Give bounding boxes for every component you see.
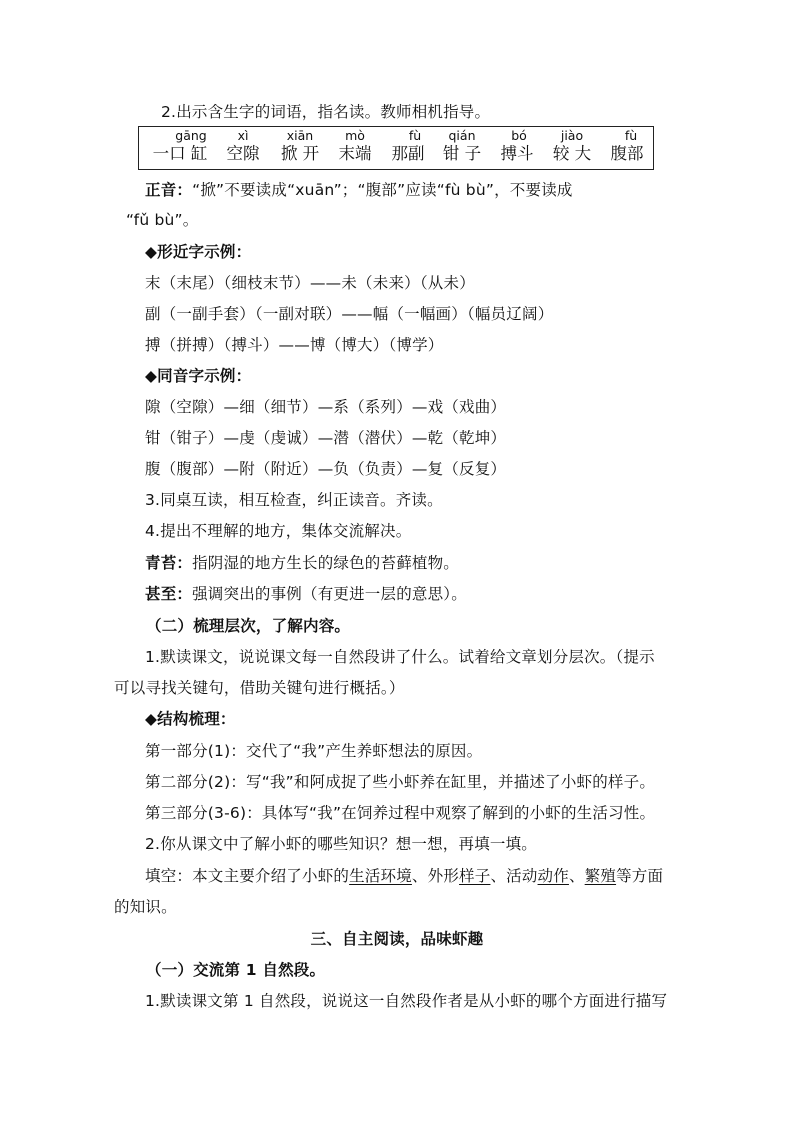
pinyin-text: xì: [237, 128, 249, 143]
pinyin-text: xiān: [286, 128, 314, 143]
paragraph: 的知识。: [114, 898, 177, 916]
pinyin-word: [437, 129, 487, 165]
paragraph: 1.默读课文第 1 自然段，说说这一自然段作者是从小虾的哪个方面进行描写: [145, 992, 668, 1010]
paragraph: 3.同桌互读，相互检查，纠正读音。齐读。: [145, 491, 443, 509]
paragraph: 可以寻找关键句，借助关键句进行概括。）: [114, 679, 405, 697]
paragraph: 腹（腹部）—附（附近）—负（负责）—复（反复）: [145, 460, 507, 478]
zhengyin-line: [145, 180, 573, 200]
pinyin-text: qián: [448, 128, 476, 143]
pinyin-text: fù: [408, 128, 422, 143]
pinyin-word: [145, 129, 215, 165]
pinyin-word: [275, 129, 325, 165]
shenzhi-label: 甚至：: [145, 585, 193, 603]
paragraph: 第三部分(3-6)：具体写“我”在饲养过程中观察了解到的小虾的生活习性。: [145, 804, 656, 822]
shenzhi-line: [145, 584, 467, 604]
paragraph: 第一部分(1)：交代了“我”产生养虾想法的原因。: [145, 742, 483, 760]
zhengyin-text: “掀”不要读成“xuān”；“腹部”应读“fù bù”，不要读成: [192, 181, 573, 199]
section-heading: （二）梳理层次，了解内容。: [146, 617, 351, 635]
word-text: 搏斗: [500, 144, 534, 163]
pinyin-word: [387, 129, 429, 165]
blank-answer: 生活环境: [349, 867, 412, 885]
paragraph: 第二部分(2)：写“我”和阿成捉了些小虾养在缸里，并描述了小虾的样子。: [145, 773, 656, 791]
word-text: 较 大: [552, 144, 592, 163]
word-text: 那副: [391, 144, 425, 163]
shenzhi-text: 强调突出的事例（有更进一层的意思）。: [192, 585, 467, 603]
paragraph: 4.提出不理解的地方，集体交流解决。: [145, 522, 412, 540]
paragraph: 隙（空隙）—细（细节）—系（系列）—戏（戏曲）: [145, 398, 507, 416]
paragraph: 末（末尾）（细枝末节）——未（未来）（从未）: [145, 274, 475, 292]
qingtai-text: 指阴湿的地方生长的绿色的苔藓植物。: [192, 554, 460, 572]
instruction-line: 2.出示含生字的词语，指名读。教师相机指导。: [161, 103, 491, 121]
pinyin-word: [223, 129, 263, 165]
fill-line: 填空：本文主要介绍了小虾的生活环境、外形样子、活动动作、繁殖等方面: [145, 867, 664, 885]
pinyin-word: [335, 129, 375, 165]
word-text: 一口 缸: [152, 144, 208, 163]
chapter-heading: 三、自主阅读，品味虾趣: [310, 930, 484, 948]
word-text: 掀 开: [280, 144, 320, 163]
section-heading: ◆同音字示例：: [145, 367, 252, 385]
qingtai-line: [145, 553, 459, 573]
word-text: 空隙: [226, 144, 260, 163]
section-heading: ◆结构梳理：: [145, 710, 236, 728]
pinyin-vocab-box: [138, 126, 654, 170]
pinyin-word: [495, 129, 539, 165]
blank-answer: 动作: [537, 867, 569, 885]
pinyin-word: [547, 129, 597, 165]
section-heading: （一）交流第 1 自然段。: [146, 961, 326, 979]
paragraph: 1.默读课文，说说课文每一自然段讲了什么。试着给文章划分层次。（提示: [145, 648, 655, 666]
pinyin-word: [605, 129, 649, 165]
blank-answer: 繁殖: [584, 867, 617, 885]
zhengyin-label: 正音：: [145, 181, 193, 199]
pinyin-text: mò: [345, 128, 365, 143]
pinyin-text: bó: [511, 128, 527, 143]
word-text: 末端: [338, 144, 372, 163]
blank-answer: 样子: [459, 867, 491, 885]
qingtai-label: 青苔：: [145, 554, 193, 572]
pinyin-text: gāng: [175, 128, 207, 143]
paragraph: 钳（钳子）—虔（虔诚）—潜（潜伏）—乾（乾坤）: [145, 429, 507, 447]
zhengyin-cont: “fǔ bù”。: [126, 211, 199, 229]
paragraph: 副（一副手套）（一副对联）——幅（一幅画）（幅员辽阔）: [145, 305, 554, 323]
pinyin-text: fù: [624, 128, 638, 143]
paragraph: 搏（拼搏）（搏斗）——博（博大）（博学）: [145, 336, 444, 354]
pinyin-text: jiào: [560, 128, 584, 143]
word-text: 钳 子: [442, 144, 482, 163]
section-heading: ◆形近字示例：: [145, 243, 252, 261]
paragraph: 2.你从课文中了解小虾的哪些知识？想一想，再填一填。: [145, 835, 537, 853]
word-text: 腹部: [610, 144, 644, 163]
